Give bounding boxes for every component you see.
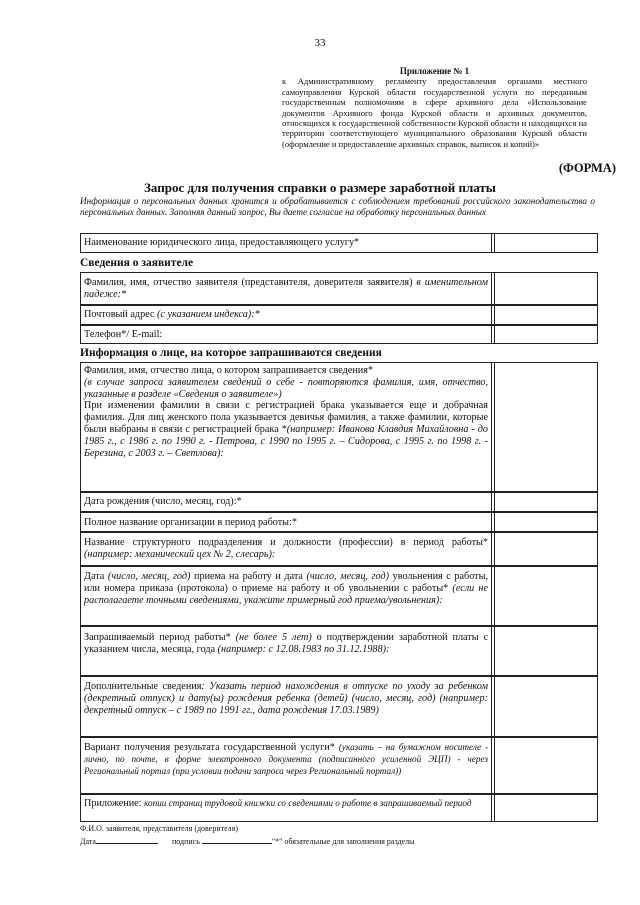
extra-info-row — [80, 676, 598, 737]
section-person-heading: Информация о лице, на которое запрашиваются сведения — [80, 347, 382, 359]
applicant-address-field[interactable] — [494, 306, 598, 324]
privacy-notice: Информация о персональных данных хранится и обрабатывается с соблюдением требований российского законодательства о персональных данных. Заполняя данный запрос, Вы даете согласие на обработку персональных данных — [80, 196, 595, 218]
applicant-phone-label: Телефон*/ E-mail: — [80, 326, 492, 343]
signature-field[interactable] — [202, 835, 272, 844]
department-label: Название структурного подразделения и должности (профессии) в период работы* (например: механический цех № 2, слесарь): — [80, 533, 492, 565]
person-fio-row — [80, 362, 598, 492]
signature-label: подпись — [171, 837, 200, 846]
org-name-field[interactable] — [494, 513, 598, 531]
delivery-variant-label: Вариант получения результата государственной услуги* (указать – на бумажном носителе - лично, по почте, в форме электронного документа (подписанного усиленной ЭЦП) - через Региональный портал (при условии подачи запроса через Региональный портал)) — [80, 738, 492, 793]
applicant-name-field[interactable] — [494, 273, 598, 304]
appendix-title: Приложение № 1 — [399, 66, 470, 76]
employment-dates-field[interactable] — [494, 567, 598, 625]
birth-date-label: Дата рождения (число, месяц, год):* — [80, 493, 492, 511]
date-field[interactable] — [96, 835, 158, 844]
employment-dates-row — [80, 566, 598, 626]
legal-entity-row — [80, 233, 598, 253]
appendix-text: к Административному регламенту предоставления органами местного самоуправления Курской области государственной услуги по переданным государственным полномочиям в сфере архивного дела «Использование документов Архивного фонда Курской области и архивных документов, относящихся к государственной собственности Курской области и находящихся на территории соответствующего муниципального образования Курской области (оформление и предоставление архивных справок, выписок и копий)» — [282, 76, 587, 149]
delivery-variant-field[interactable] — [494, 738, 598, 793]
person-fio-label: Фамилия, имя, отчество лица, о котором запрашивается сведения* (в случае запроса заявителем сведений о себе - повторяются фамилия, имя, отчество, указанные в разделе «Сведения о заявителе») При изменении фамилии в связи с регистрацией брака указывается еще и добрачная фамилия. Для лиц женского пола указывается девичья фамилия, а также фамилии, которые были выбраны в связи с регистрацией брака *(например: Иванова Клавдия Михайловна - до 1985 г., с 1986 г. по 1990 г. - Петрова, с 1990 по 1995 г. – Сидорова, с 1995 г. по 1998 г. - Березина, с 2003 г. – Светлова): — [80, 363, 492, 491]
applicant-name-row — [80, 272, 598, 305]
applicant-address-row — [80, 305, 598, 325]
legal-entity-field[interactable] — [494, 234, 598, 252]
requested-period-field[interactable] — [494, 627, 598, 675]
extra-info-label: Дополнительные сведения: Указать период нахождения в отпуске по уходу за ребенком (декретный отпуск) и дату(ы) рождения ребенка (детей) (число, месяц, год) (например: декретный отпуск – с 1989 по 1991 гг., дата рождения 17.03.1989) — [80, 677, 492, 736]
page-number: 33 — [314, 37, 326, 49]
form-label: (ФОРМА) — [558, 161, 616, 175]
requested-period-label: Запрашиваемый период работы* (не более 5 лет) о подтверждении заработной платы с указанием числа, месяца, года (например: с 12.08.1983 по 31.12.1988): — [80, 627, 492, 675]
delivery-variant-row — [80, 737, 598, 794]
birth-date-row — [80, 492, 598, 512]
birth-date-field[interactable] — [494, 493, 598, 511]
attachment-label: Приложение: копии страниц трудовой книжки со сведениями о работе в запрашиваемый период — [80, 795, 492, 821]
person-fio-field[interactable] — [494, 363, 598, 491]
department-row — [80, 532, 598, 566]
org-name-row — [80, 512, 598, 532]
attachment-field[interactable] — [494, 795, 598, 821]
org-name-label: Полное название организации в период работы:* — [80, 513, 492, 531]
date-label: Дата — [80, 837, 96, 846]
applicant-phone-field[interactable] — [494, 326, 598, 343]
attachment-row — [80, 794, 598, 822]
applicant-name-label: Фамилия, имя, отчество заявителя (представителя, доверителя заявителя) в именительном падеже:* — [80, 273, 492, 304]
applicant-phone-row — [80, 325, 598, 344]
form-title: Запрос для получения справки о размере заработной платы — [144, 180, 496, 195]
applicant-address-label: Почтовый адрес (с указанием индекса):* — [80, 306, 492, 324]
appendix-block — [282, 66, 587, 149]
signature-line — [80, 835, 414, 846]
section-applicant-heading: Сведения о заявителе — [80, 257, 194, 269]
department-field[interactable] — [494, 533, 598, 565]
legal-entity-label: Наименование юридического лица, предоставляющего услугу* — [80, 234, 492, 252]
required-note: "*" обязательные для заполнения разделы — [271, 837, 415, 846]
requested-period-row — [80, 626, 598, 676]
employment-dates-label: Дата (число, месяц, год) приема на работу и дата (число, месяц, год) увольнения с работы, или номера приказа (протокола) о приеме на работу и об увольнении с работы* (если не располагаете точными сведениями, укажите примерный год приема/увольнения): — [80, 567, 492, 625]
extra-info-field[interactable] — [494, 677, 598, 736]
signer-caption: Ф.И.О. заявителя, представителя (доверителя) — [80, 824, 238, 833]
